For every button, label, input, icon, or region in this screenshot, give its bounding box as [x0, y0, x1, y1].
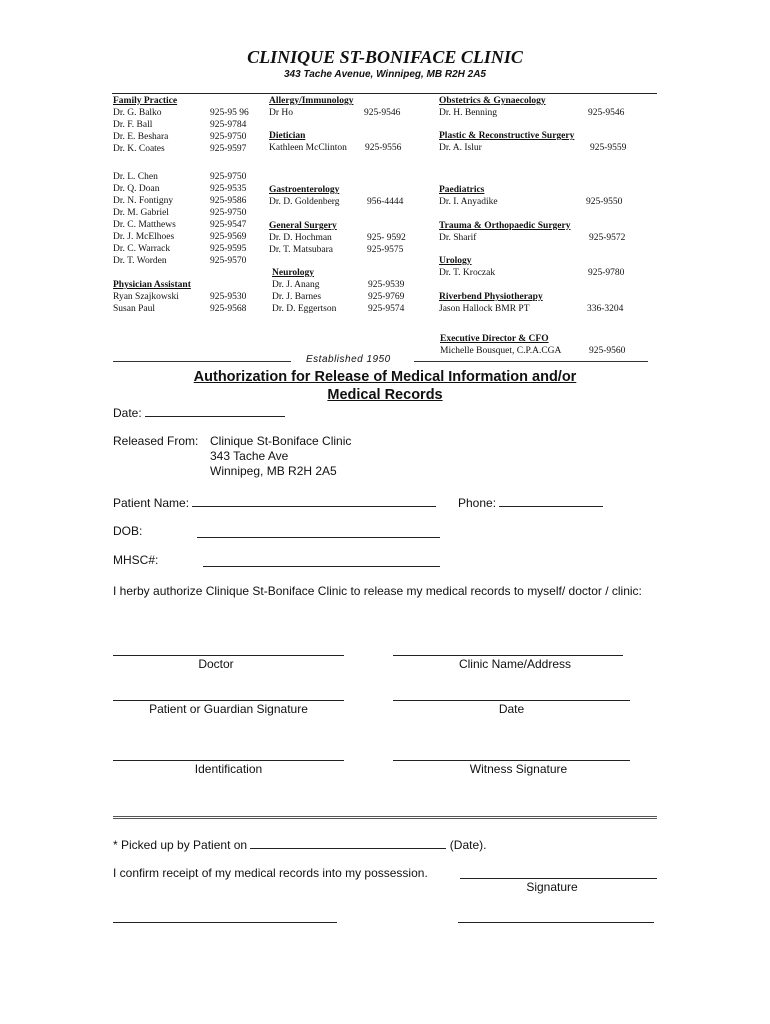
- mhsc-label: MHSC#:: [113, 553, 159, 567]
- doctor-phone: 925-9574: [368, 304, 405, 314]
- patient-name-label: Patient Name:: [113, 496, 190, 510]
- gastroenterology-heading: Gastroenterology: [269, 185, 340, 195]
- neurology-heading: Neurology: [272, 268, 315, 278]
- family-practice-phones-2: [210, 183, 246, 267]
- assistant-name: Ryan Szajkowski: [113, 292, 179, 302]
- doctor-name: Dr. L. Chen: [113, 172, 158, 182]
- gastroenterology-section: [269, 184, 340, 208]
- family-practice-section: [113, 95, 177, 107]
- physician-assistant-heading: Physician Assistant: [113, 280, 191, 290]
- doctor-name: Dr Ho: [269, 108, 294, 118]
- date-caption: Date: [498, 702, 525, 716]
- doctor-name: Dr. F. Ball: [113, 120, 153, 130]
- plastic-heading: Plastic & Reconstructive Surgery: [439, 131, 575, 141]
- established-line-right: [414, 361, 648, 362]
- established-line-left: [113, 361, 291, 362]
- urology-heading: Urology: [439, 256, 472, 266]
- doctor-phone: 925-9750: [210, 172, 247, 182]
- confirm-signature-caption: Signature: [526, 880, 578, 894]
- doctor-phone: 925-9780: [588, 268, 625, 278]
- date-field[interactable]: [145, 404, 285, 417]
- doctor-phone: 925-9595: [210, 244, 247, 254]
- authorization-text: I herby authorize Clinique St-Boniface Clinic to release my medical records to myself/ doctor / clinic:: [113, 584, 642, 598]
- doctor-name: Dr. H. Benning: [439, 108, 498, 118]
- allergy-section: [269, 95, 353, 119]
- identification-caption: Identification: [194, 762, 263, 776]
- doctor-name: Dr. Q. Doan: [113, 184, 160, 194]
- released-from-line: Winnipeg, MB R2H 2A5: [210, 464, 337, 478]
- clinic-title: CLINIQUE ST-BONIFACE CLINIC: [247, 47, 523, 67]
- form-title-line2: Medical Records: [327, 387, 443, 403]
- bottom-line-left[interactable]: [113, 922, 337, 923]
- established-text: Established 1950: [306, 354, 391, 365]
- family-practice-names-2: [113, 171, 176, 267]
- date-row: [113, 404, 285, 420]
- plastic-section: [439, 130, 574, 154]
- general-surgery-heading: General Surgery: [269, 221, 337, 231]
- family-practice-phones: [210, 107, 249, 155]
- paediatrics-heading: Paediatrics: [439, 185, 485, 195]
- family-practice-heading: Family Practice: [113, 96, 178, 106]
- mhsc-field[interactable]: [203, 554, 440, 567]
- clinic-caption: Clinic Name/Address: [458, 657, 572, 671]
- doctor-line[interactable]: [113, 655, 344, 656]
- executive-name: Michelle Bousquet, C.P.A.CGA: [440, 346, 562, 356]
- dietician-heading: Dietician: [269, 131, 306, 141]
- doctor-phone: 925-9575: [367, 245, 404, 255]
- bottom-line-right[interactable]: [458, 922, 654, 923]
- doctor-phone: 925-9784: [210, 120, 247, 130]
- doctor-phone: 925-9535: [210, 184, 247, 194]
- patient-signature-caption: Patient or Guardian Signature: [149, 702, 308, 716]
- doctor-phone: 925-9750: [210, 132, 247, 142]
- dob-field[interactable]: [197, 525, 440, 538]
- doctor-phone: 925-9546: [588, 108, 625, 118]
- riverbend-heading: Riverbend Physiotherapy: [439, 292, 543, 302]
- patient-name-field[interactable]: [192, 494, 436, 507]
- doctor-name: Dr. J. McElhoes: [113, 232, 175, 242]
- doctor-name: Dr. J. Barnes: [272, 292, 322, 302]
- executive-phone: 925-9560: [589, 346, 626, 356]
- confirm-text: I confirm receipt of my medical records into my possession.: [113, 866, 428, 880]
- doctor-phone: 925- 9592: [367, 233, 406, 243]
- physician-assistant-phones: [210, 291, 246, 315]
- doctor-name: Dr. K. Coates: [113, 144, 165, 154]
- trauma-section: [439, 220, 571, 244]
- doctor-phone: 925-95 96: [210, 108, 249, 118]
- identification-line[interactable]: [113, 760, 344, 761]
- date-label: Date:: [113, 406, 142, 420]
- released-from-label: Released From:: [113, 434, 199, 448]
- header-divider: [112, 93, 657, 94]
- doctor-name: Dr. D. Eggertson: [272, 304, 337, 314]
- pickup-date-field[interactable]: [250, 836, 446, 849]
- paediatrics-section: [439, 184, 498, 208]
- doctor-phone: 925-9769: [368, 292, 405, 302]
- assistant-name: Susan Paul: [113, 304, 155, 314]
- doctor-name: Dr. T. Kroczak: [439, 268, 496, 278]
- section-divider: [113, 816, 657, 819]
- doctor-phone: 925-9556: [365, 143, 402, 153]
- pickup-row: [113, 836, 486, 852]
- confirm-signature-line[interactable]: [460, 878, 657, 879]
- physician-assistant-section: [113, 279, 191, 315]
- trauma-heading: Trauma & Orthopaedic Surgery: [439, 221, 571, 231]
- doctor-phone: 956-4444: [367, 197, 404, 207]
- doctor-name: Jason Hallock BMR PT: [439, 304, 530, 314]
- doctor-name: Dr. E. Beshara: [113, 132, 169, 142]
- doctor-name: Dr. T. Matsubara: [269, 245, 334, 255]
- doctor-phone: 336-3204: [587, 304, 624, 314]
- dietician-section: [269, 130, 347, 154]
- obstetrics-heading: Obstetrics & Gynaecology: [439, 96, 546, 106]
- doctor-name: Dr. D. Goldenberg: [269, 197, 340, 207]
- urology-section: [439, 255, 495, 279]
- phone-label: Phone:: [458, 496, 497, 510]
- doctor-phone: 925-9586: [210, 196, 247, 206]
- doctor-name: Dr. C. Warrack: [113, 244, 171, 254]
- doctor-name: Dr. J. Anang: [272, 280, 320, 290]
- doctor-name: Dr. N. Fontigny: [113, 196, 174, 206]
- doctor-name: Dr. T. Worden: [113, 256, 167, 266]
- doctor-name: Dr. M. Gabriel: [113, 208, 169, 218]
- doctor-phone: 925-9597: [210, 144, 247, 154]
- released-from-line: Clinique St-Boniface Clinic: [210, 434, 352, 448]
- pickup-prefix: * Picked up by Patient on: [113, 838, 248, 852]
- doctor-phone: 925-9572: [589, 233, 626, 243]
- doctor-caption: Doctor: [198, 657, 234, 671]
- neurology-section: [272, 267, 336, 315]
- phone-row: [458, 494, 603, 510]
- clinic-address: 343 Tache Avenue, Winnipeg, MB R2H 2A5: [284, 69, 486, 80]
- assistant-phone: 925-9530: [210, 292, 247, 302]
- doctor-name: Dr. A. Islur: [439, 143, 482, 153]
- dob-label: DOB:: [113, 524, 143, 538]
- date-line[interactable]: [393, 700, 630, 701]
- phone-field[interactable]: [499, 494, 603, 507]
- doctor-phone: 925-9539: [368, 280, 405, 290]
- doctor-name: Dr. C. Matthews: [113, 220, 176, 230]
- form-title-line1: Authorization for Release of Medical Information and/or: [193, 369, 577, 385]
- doctor-name: Dr. I. Anyadike: [439, 197, 498, 207]
- doctor-name: Dr. Sharif: [439, 233, 477, 243]
- doctor-name: Dr. G. Balko: [113, 108, 162, 118]
- patient-signature-line[interactable]: [113, 700, 344, 701]
- released-from-address: [210, 434, 351, 479]
- doctor-name: Dr. D. Hochman: [269, 233, 332, 243]
- pickup-suffix: (Date).: [449, 838, 487, 852]
- executive-section: [440, 333, 561, 357]
- doctor-phone: 925-9569: [210, 232, 247, 242]
- assistant-phone: 925-9568: [210, 304, 247, 314]
- obstetrics-section: [439, 95, 546, 119]
- riverbend-section: [439, 291, 543, 315]
- doctor-phone: 925-9550: [586, 197, 623, 207]
- doctor-phone: 925-9546: [364, 108, 401, 118]
- general-surgery-section: [269, 220, 337, 256]
- witness-line[interactable]: [393, 760, 630, 761]
- witness-caption: Witness Signature: [469, 762, 568, 776]
- doctor-phone: 925-9559: [590, 143, 627, 153]
- doctor-name: Kathleen McClinton: [269, 143, 347, 153]
- doctor-phone: 925-9570: [210, 256, 247, 266]
- clinic-line[interactable]: [393, 655, 623, 656]
- family-practice-names: [113, 107, 168, 155]
- doctor-phone: 925-9750: [210, 208, 247, 218]
- executive-heading: Executive Director & CFO: [440, 334, 549, 344]
- allergy-heading: Allergy/Immunology: [269, 96, 354, 106]
- released-from-line: 343 Tache Ave: [210, 449, 289, 463]
- patient-name-row: [113, 494, 436, 510]
- doctor-phone: 925-9547: [210, 220, 247, 230]
- general-surgery-phones: [367, 232, 406, 256]
- neurology-phones: [368, 279, 404, 315]
